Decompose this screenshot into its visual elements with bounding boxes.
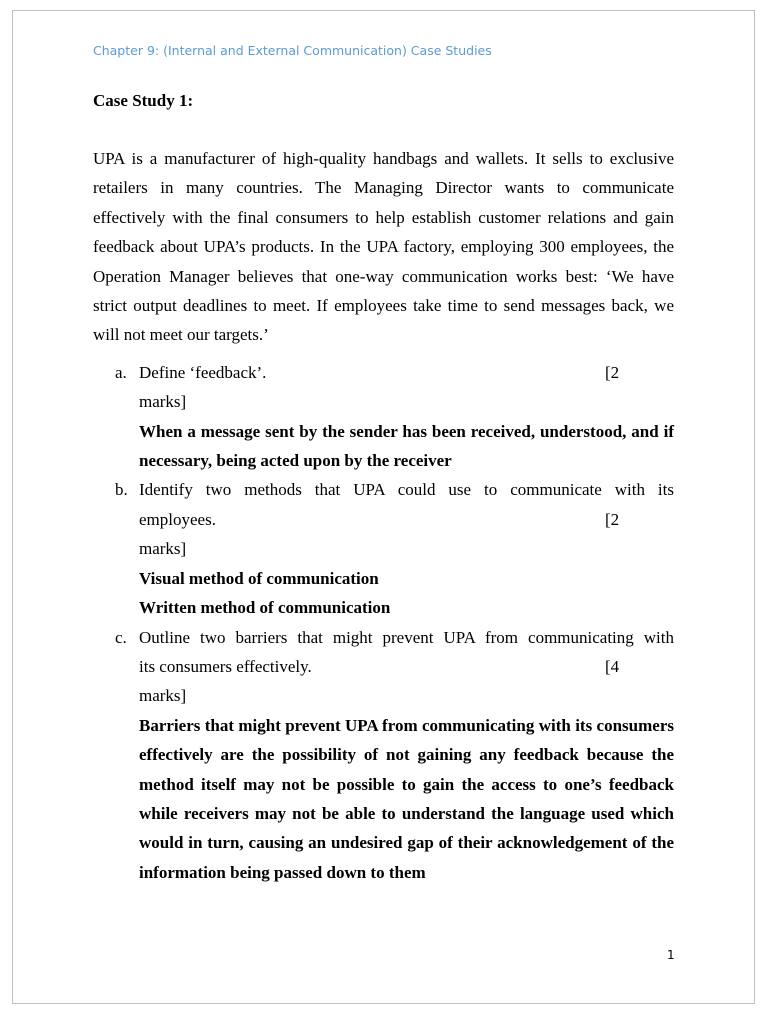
question-prompt: Identify two methods that UPA could use to communicate with its: [139, 480, 674, 500]
question-prompt: Outline two barriers that might prevent UPA from communicating with: [139, 627, 674, 647]
marks-close: marks]: [139, 539, 187, 559]
question-prompt-continued: its consumers effectively.: [139, 656, 312, 676]
question-prompt: Define ‘feedback’.: [139, 362, 267, 382]
answer-text: Written method of communication: [139, 598, 391, 618]
marks-open: [2: [605, 509, 620, 529]
case-study-intro: UPA is a manufacturer of high-quality handbags and wallets. It sells to exclusive retailers in many countries. The Managing Director wants to communicate effectively with the final consumers to help establish customer relations and gain feedback about UPA’s products. In the UPA factory, employing 300 employees, the Operation Manager believes that one-way communication works best: ‘We have strict output deadlines to meet. If employees take time to send messages back, we will not meet our targets.’: [93, 149, 674, 345]
question-text: [139, 358, 674, 387]
answer-text: Visual method of communication: [139, 568, 379, 588]
question-c: [93, 623, 674, 888]
question-a: [93, 358, 674, 476]
page-number: 1: [667, 948, 675, 962]
question-letter: c.: [115, 627, 127, 647]
marks-open: [4: [605, 656, 620, 676]
chapter-header: Chapter 9: (Internal and External Communication) Case Studies: [93, 43, 492, 58]
question-letter: b.: [115, 480, 128, 500]
question-letter: a.: [115, 362, 127, 382]
answer-text: Barriers that might prevent UPA from communicating with its consumers effectively are the possibility of not gaining any feedback because the method itself may not be possible to gain the access to one’s feedback while receivers may not be able to understand the language used which would in turn, causing an undesired gap of their acknowledgement of the information being passed down to them: [139, 715, 674, 882]
document-body: [93, 86, 674, 887]
question-b: [93, 475, 674, 622]
marks-close: marks]: [139, 392, 187, 412]
marks-close: marks]: [139, 686, 187, 706]
question-text: [139, 505, 674, 534]
answer-text: When a message sent by the sender has been received, understood, and if necessary, being acted upon by the receiver: [139, 421, 674, 471]
marks-open: [2: [605, 362, 620, 382]
question-prompt-continued: employees.: [139, 509, 216, 529]
question-text: [139, 652, 674, 681]
case-study-title: Case Study 1:: [93, 91, 194, 110]
